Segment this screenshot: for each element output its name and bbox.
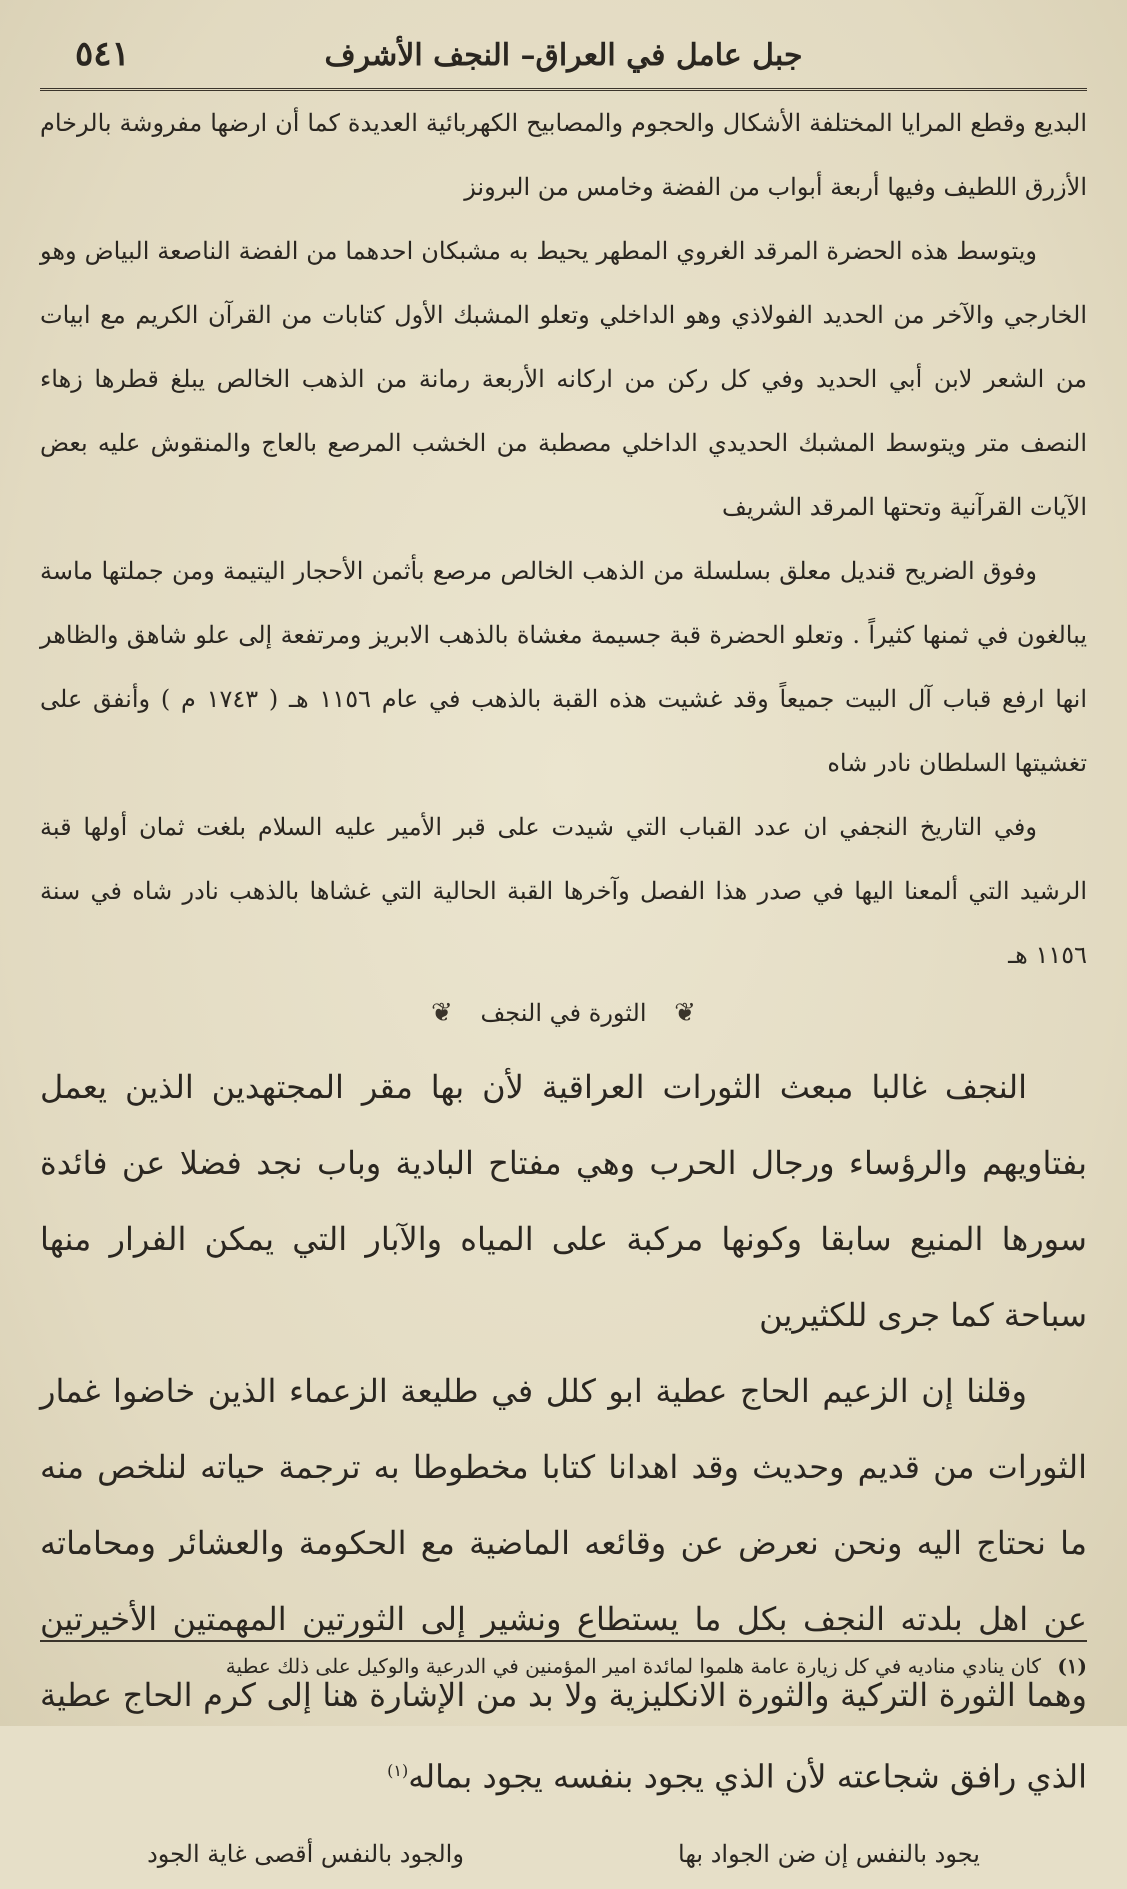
upper-section	[40, 91, 1087, 987]
section-title: الثورة في النجف	[480, 999, 647, 1027]
section-heading	[40, 987, 1087, 1043]
paragraph-text: وفوق الضريح قنديل معلق بسلسلة من الذهب الخالص مرصع بأثمن الأحجار اليتيمة ومن جملتها ماسة يبالغون في ثمنها كثيراً . وتعلو الحضرة قبة جسيمة مغشاة بالذهب الابريز ومرتفعة إلى علو شاهق والظاهر انها ارفع قباب آل البيت جميعاً وقد غشيت هذه القبة بالذهب في عام ١١٥٦ هـ ( ١٧٤٣ م ) وأنفق على تغشيتها السلطان نادر شاه	[40, 557, 1088, 777]
page-header	[40, 30, 1087, 91]
ornament-icon: ❦	[431, 998, 453, 1028]
lower-section	[40, 1049, 1087, 1815]
footnote-reference: (١)	[387, 1761, 409, 1780]
footnote-marker: (١)	[1057, 1654, 1087, 1678]
paragraph-text: وقلنا إن الزعيم الحاج عطية ابو كلل في طليعة الزعماء الذين خاضوا غمار الثورات من قديم وحديث وقد اهدانا كتابا مخطوطا به ترجمة حياته لنلخص منه ما نحتاج اليه ونحن نعرض عن وقائعه الماضية مع الحكومة والعشائر ومحاماته عن اهل بلدته النجف بكل ما يستطاع ونشير إلى الثورتين المهمتين الأخيرتين وهما الثورة التركية والثورة الانكليزية ولا بد من الإشارة هنا إلى كرم الحاج عطية الذي رافق شجاعته لأن الذي يجود بنفسه يجود بماله	[40, 1372, 1088, 1796]
paragraph	[40, 1049, 1087, 1353]
footnote	[40, 1640, 1087, 1688]
paragraph	[40, 219, 1087, 539]
ornament-icon: ❦	[674, 998, 696, 1028]
paragraph	[40, 1353, 1087, 1815]
page-number: ٥٤١	[75, 34, 130, 74]
verse-second-hemistich: والجود بالنفس أقصى غاية الجود	[147, 1839, 464, 1868]
running-title: جبل عامل في العراق– النجف الأشرف	[324, 38, 803, 73]
footnote-text: كان ينادي مناديه في كل زيارة عامة هلموا لمائدة امير المؤمنين في الدرعية والوكيل على ذلك عطية	[225, 1654, 1041, 1678]
paragraph	[40, 539, 1087, 795]
paragraph-text: ويتوسط هذه الحضرة المرقد الغروي المطهر يحيط به مشبكان احدهما من الفضة الناصعة البياض وهو الخارجي والآخر من الحديد الفولاذي وهو الداخلي وتعلو المشبك الأول كتابات من القرآن الكريم مع ابيات من الشعر لابن أبي الحديد وفي كل ركن من اركانه الأربعة رمانة من الذهب الخالص يبلغ قطرها زهاء النصف متر ويتوسط المشبك الحديدي الداخلي مصطبة من الخشب المرصع بالعاج والمنقوش عليه بعض الآيات القرآنية وتحتها المرقد الشريف	[40, 237, 1087, 521]
paragraph	[40, 91, 1087, 219]
poetry-verse	[40, 1819, 1087, 1889]
paragraph-text: النجف غالبا مبعث الثورات العراقية لأن بها مقر المجتهدين الذين يعمل بفتاويهم والرؤساء ورجال الحرب وهي مفتاح البادية وباب نجد فضلا عن فائدة سورها المنيع سابقا وكونها مركبة على المياه والآبار التي يمكن الفرار منها سباحة كما جرى للكثيرين	[40, 1068, 1088, 1334]
paragraph	[40, 795, 1087, 987]
paragraph-text: البديع وقطع المرايا المختلفة الأشكال والحجوم والمصابيح الكهربائية العديدة كما أن ارضها مفروشة بالرخام الأزرق اللطيف وفيها أربعة أبواب من الفضة وخامس من البرونز	[40, 109, 1087, 201]
verse-first-hemistich: يجود بالنفس إن ضن الجواد بها	[678, 1839, 980, 1868]
paragraph-text: وفي التاريخ النجفي ان عدد القباب التي شيدت على قبر الأمير عليه السلام بلغت ثمان أولها قبة الرشيد التي ألمعنا اليها في صدر هذا الفصل وآخرها القبة الحالية التي غشاها بالذهب نادر شاه في سنة ١١٥٦ هـ	[40, 813, 1087, 969]
